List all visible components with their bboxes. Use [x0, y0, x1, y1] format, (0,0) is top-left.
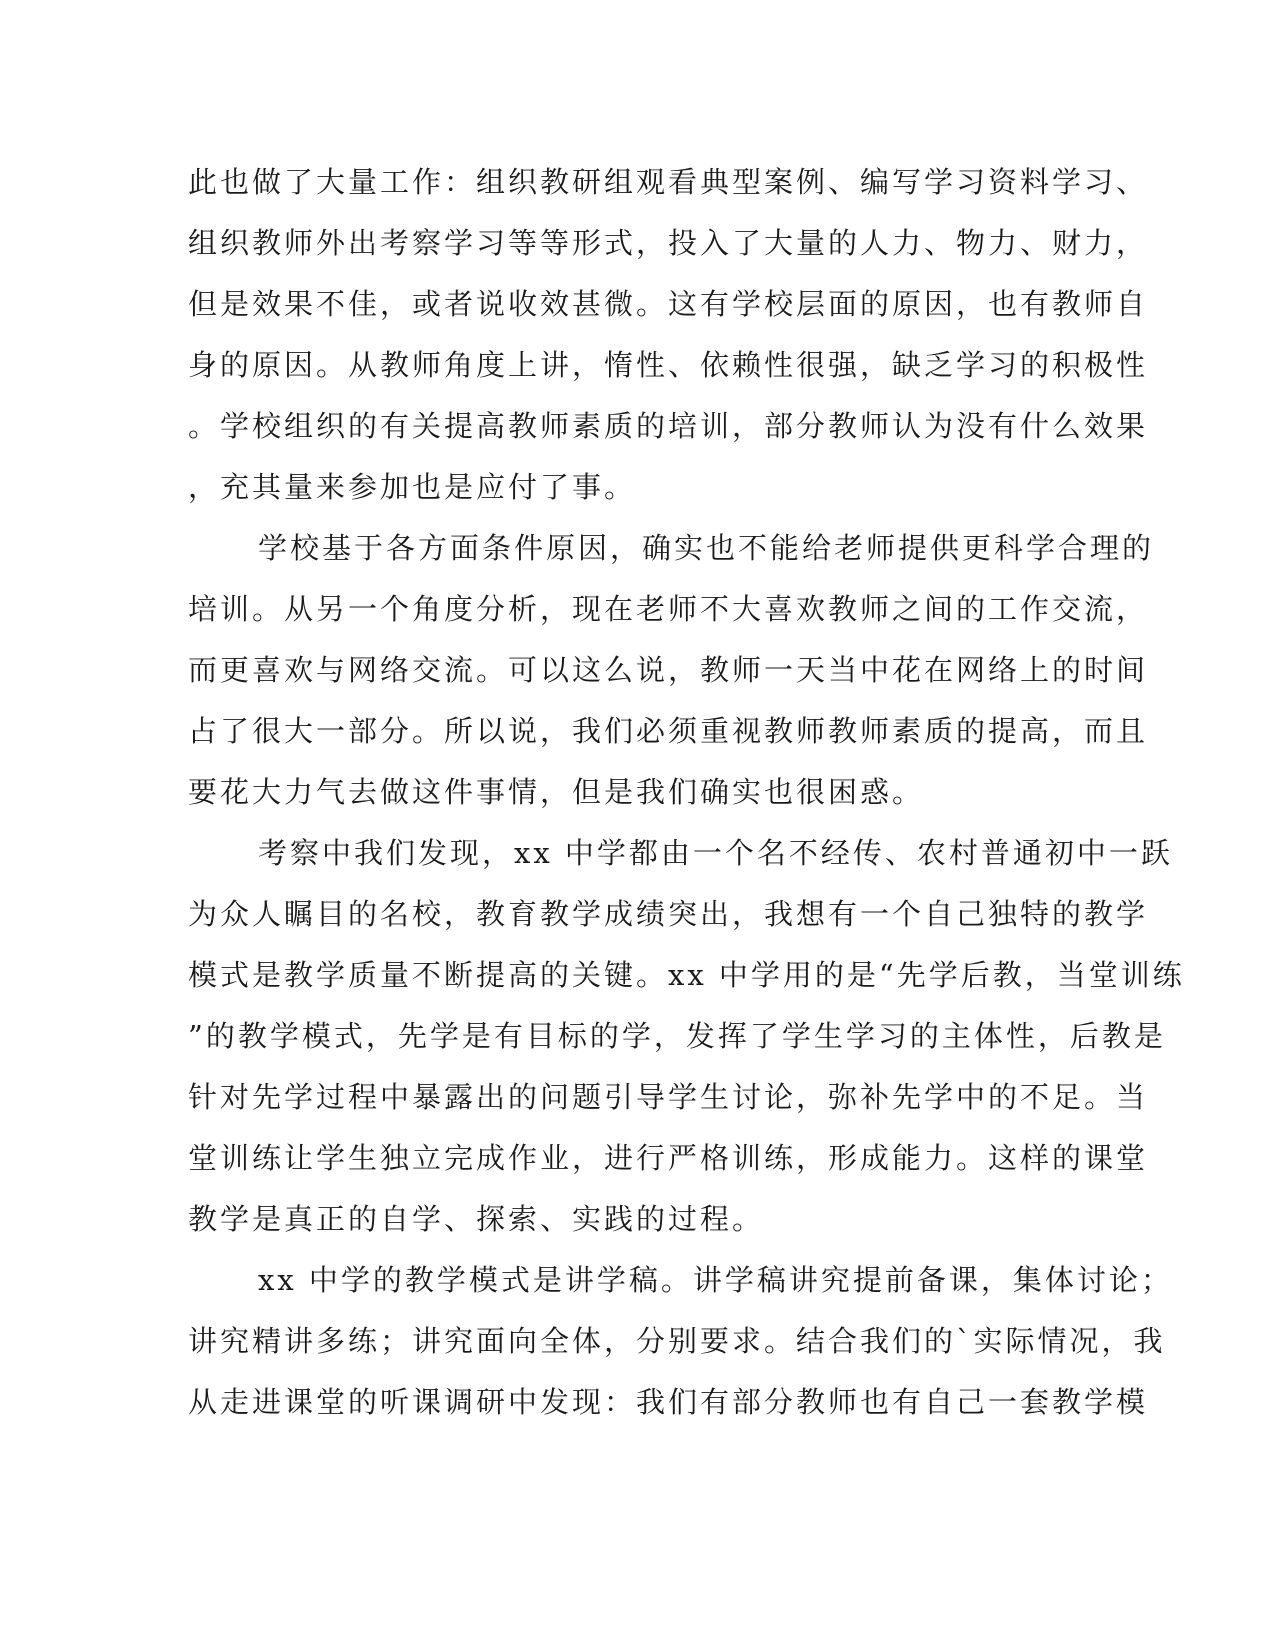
text-line: ”的教学模式，先学是有目标的学，发挥了学生学习的主体性，后教是: [188, 1019, 1166, 1053]
text-line: 堂训练让学生独立完成作业，进行严格训练，形成能力。这样的课堂: [188, 1141, 1149, 1175]
text-line: 身的原因。从教师角度上讲，惰性、依赖性很强，缺乏学习的积极性: [188, 348, 1149, 382]
text-line: ，充其量来参加也是应付了事。: [188, 470, 637, 504]
body-text: [188, 152, 1185, 1433]
text-line: 占了很大一部分。所以说，我们必须重视教师教师素质的提高，而且: [188, 714, 1149, 748]
text-line: 从走进课堂的听课调研中发现：我们有部分教师也有自己一套教学模: [188, 1385, 1149, 1419]
text-line: 教学是真正的自学、探索、实践的过程。: [188, 1202, 765, 1236]
text-line: 此也做了大量工作：组织教研组观看典型案例、编写学习资料学习、: [188, 165, 1149, 199]
text-line: 而更喜欢与网络交流。可以这么说，教师一天当中花在网络上的时间: [188, 653, 1149, 687]
text-line: 为众人瞩目的名校，教育教学成绩突出，我想有一个自己独特的教学: [188, 897, 1149, 931]
paragraph-first-line: 学校基于各方面条件原因，确实也不能给老师提供更科学合理的: [258, 531, 1155, 565]
text-line: 但是效果不佳，或者说收效甚微。这有学校层面的原因，也有教师自: [188, 287, 1149, 321]
text-line: 培训。从另一个角度分析，现在老师不大喜欢教师之间的工作交流，: [188, 592, 1149, 626]
text-line: 。学校组织的有关提高教师素质的培训，部分教师认为没有什么效果: [188, 409, 1149, 443]
text-line: 要花大力气去做这件事情，但是我们确实也很困惑。: [188, 775, 925, 809]
text-line: 针对先学过程中暴露出的问题引导学生讨论，弥补先学中的不足。当: [188, 1080, 1149, 1114]
text-line: 模式是教学质量不断提高的关键。xx 中学用的是“先学后教，当堂训练: [188, 958, 1185, 992]
text-line: 组织教师外出考察学习等等形式，投入了大量的人力、物力、财力，: [188, 226, 1149, 260]
paragraph-first-line: xx 中学的教学模式是讲学稿。讲学稿讲究提前备课，集体讨论；: [258, 1263, 1173, 1297]
text-line: 讲究精讲多练；讲究面向全体，分别要求。结合我们的`实际情况，我: [188, 1324, 1166, 1358]
paragraph-first-line: 考察中我们发现，xx 中学都由一个名不经传、农村普通初中一跃: [258, 836, 1173, 870]
